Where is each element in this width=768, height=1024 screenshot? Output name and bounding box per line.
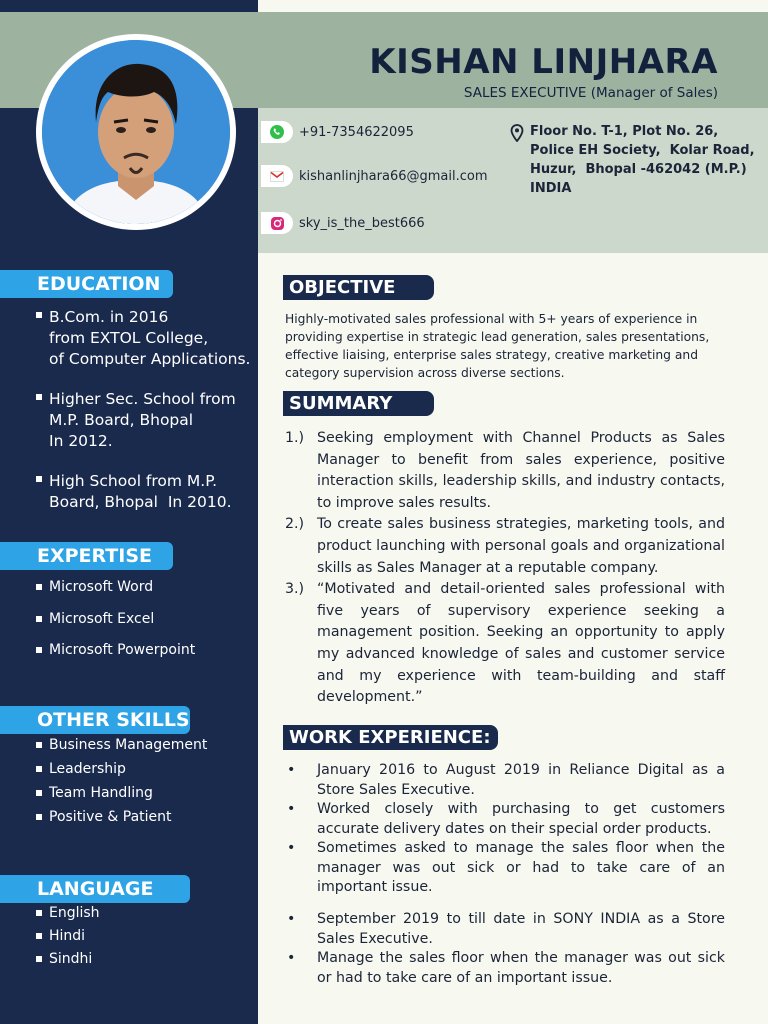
expertise-list [36, 572, 195, 667]
candidate-role: SALES EXECUTIVE (Manager of Sales) [463, 85, 718, 101]
summary-item: 1.) Seeking employment with Channel Products as Sales Manager to benefit from sales experience, positive interaction skills, leadership skills, and industry contacts, to improve sales results. [285, 430, 725, 511]
instagram-icon [261, 212, 293, 234]
work-experience-list-1 [285, 761, 725, 898]
location-pin-icon [510, 124, 524, 148]
work-experience-list-2 [285, 910, 725, 988]
gmail-icon [261, 165, 293, 187]
whatsapp-icon [261, 121, 293, 143]
list-item: Hindi [36, 925, 100, 948]
email-address[interactable]: kishanlinjhara66@gmail.com [299, 168, 488, 184]
list-item: • Worked closely with purchasing to get customers accurate delivery dates on their special order products. [285, 800, 725, 839]
language-list [36, 902, 100, 971]
list-item: Business Management [36, 733, 207, 757]
summary-list [285, 428, 725, 709]
other-skills-heading: OTHER SKILLS [0, 706, 190, 734]
list-item: Positive & Patient [36, 805, 207, 829]
list-item: Higher Sec. School from M.P. Board, Bhopal In 2012. [36, 389, 250, 452]
list-item: English [36, 902, 100, 925]
objective-text: Highly-motivated sales professional with 5+ years of experience in providing expertise in strategic lead generation, sales presentations, effective liaising, enterprise sales strategy, creative marketing and category supervision across diverse sections. [285, 312, 710, 380]
list-item: • Manage the sales floor when the manager was out sick or had to take care of an important issue. [285, 949, 725, 988]
list-item: Sindhi [36, 948, 100, 971]
list-item: Microsoft Powerpoint [36, 635, 195, 667]
summary-item: 3.) “Motivated and detail-oriented sales professional with five years of supervisory experience seeking a management position. Seeking an opportunity to apply my advanced knowledge of sales and customer service and my experience with team-building and staff development.” [285, 581, 725, 706]
education-heading: EDUCATION [0, 270, 173, 298]
profile-photo [36, 34, 236, 230]
instagram-handle[interactable]: sky_is_the_best666 [299, 215, 425, 231]
phone-number[interactable]: +91-7354622095 [299, 124, 414, 140]
email-contact [261, 165, 488, 187]
list-item: • Sometimes asked to manage the sales floor when the manager was out sick or had to take care of an important issue. [285, 839, 725, 898]
summary-heading: SUMMARY [283, 391, 434, 416]
work-experience-heading: WORK EXPERIENCE: [283, 725, 498, 750]
list-item: Leadership [36, 757, 207, 781]
list-item: • January 2016 to August 2019 in Reliance Digital as a Store Sales Executive. [285, 761, 725, 800]
profile-photo-image [42, 40, 230, 224]
candidate-name: KISHAN LINJHARA [369, 42, 718, 82]
list-item: Microsoft Excel [36, 604, 195, 636]
list-item: Team Handling [36, 781, 207, 805]
list-item: Microsoft Word [36, 572, 195, 604]
list-item: High School from M.P. Board, Bhopal In 2010. [36, 471, 250, 513]
other-skills-list [36, 733, 207, 829]
summary-item: 2.) To create sales business strategies, marketing tools, and product launching with personal goals and organizational skills as Sales Manager at a reputable company. [285, 516, 725, 576]
sidebar-top-strip [0, 0, 255, 12]
education-list [36, 307, 250, 513]
language-heading: LANGUAGE [0, 875, 190, 903]
expertise-heading: EXPERTISE [0, 542, 173, 570]
list-item: B.Com. in 2016 from EXTOL College, of Computer Applications. [36, 307, 250, 370]
header-band [255, 12, 768, 108]
objective-heading: OBJECTIVE [283, 275, 434, 300]
address-text: Floor No. T-1, Plot No. 26, Police EH Society, Kolar Road, Huzur, Bhopal -462042 (M.P.) INDIA [530, 124, 755, 196]
instagram-contact [261, 212, 425, 234]
list-item: • September 2019 to till date in SONY INDIA as a Store Sales Executive. [285, 910, 725, 949]
phone-contact [261, 121, 414, 143]
